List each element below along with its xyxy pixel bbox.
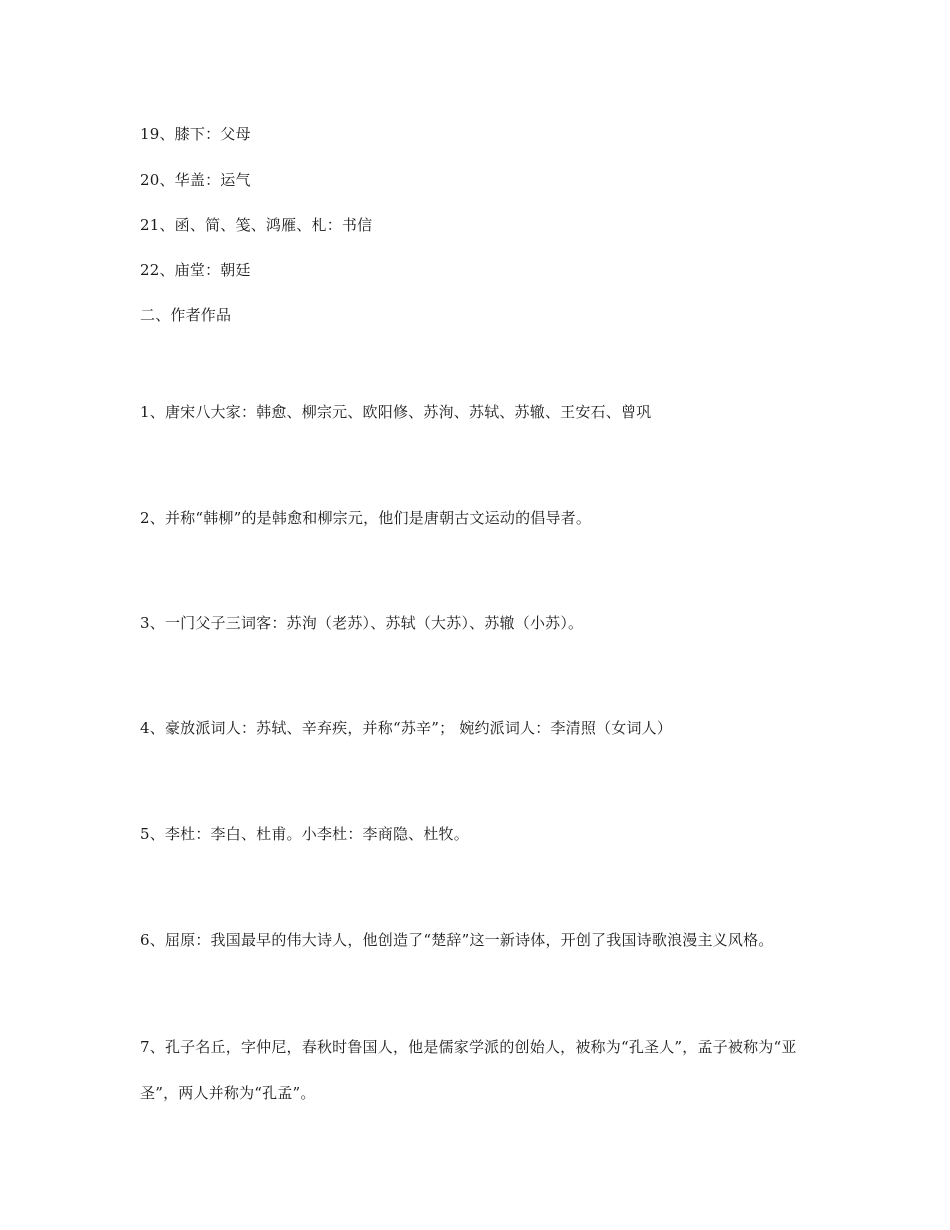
list-item-2: 2、并称“韩柳”的是韩愈和柳宗元，他们是唐朝古文运动的倡导者。 [140,509,592,527]
list-item-7: 7、孔子名丘，字仲尼，春秋时鲁国人，他是儒家学派的创始人，被称为“孔圣人”，孟子被称为“亚圣”，两人并称为“孔孟”。 [140,1038,797,1102]
section-heading: 二、作者作品 [140,306,232,324]
glossary-item-21: 21、函、简、笺、鸿雁、札：书信 [140,216,373,234]
glossary-item-19: 19、膝下：父母 [140,125,251,143]
list-item-6: 6、屈原：我国最早的伟大诗人，他创造了“楚辞”这一新诗体，开创了我国诗歌浪漫主义风格。 [140,931,774,949]
list-item-1: 1、唐宋八大家：韩愈、柳宗元、欧阳修、苏洵、苏轼、苏辙、王安石、曾巩 [140,403,652,421]
glossary-item-22: 22、庙堂：朝廷 [140,261,251,279]
list-item-5: 5、李杜：李白、杜甫。小李杜：李商隐、杜牧。 [140,825,469,843]
list-item-3: 3、一门父子三词客：苏洵（老苏）、苏轼（大苏）、苏辙（小苏）。 [140,614,584,632]
list-item-4: 4、豪放派词人：苏轼、辛弃疾，并称“苏辛”； 婉约派词人：李清照（女词人） [140,719,673,737]
glossary-item-20: 20、华盖：运气 [140,171,251,189]
